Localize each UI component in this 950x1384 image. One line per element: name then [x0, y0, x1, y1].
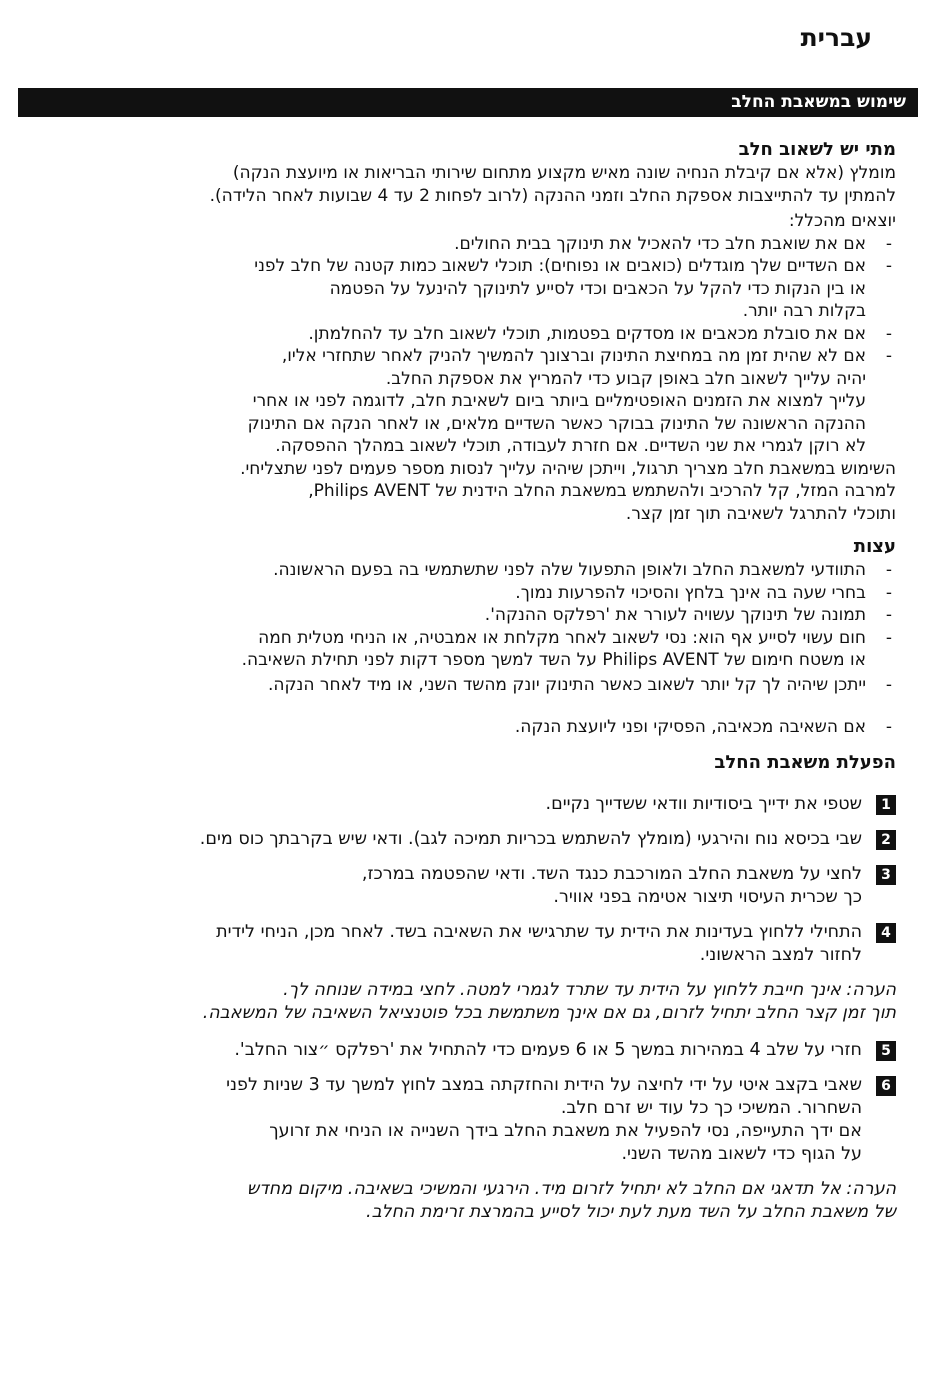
intro-line: מומלץ (אלא אם קיבלת הנחיה שונה מאיש מקצוע מתחום שירותי הבריאות או מיועצת הנקה) [232, 163, 896, 183]
step-line: לחזור למצב הראשוני. [699, 944, 862, 965]
section-title-bar: שימוש במשאבת החלב [18, 88, 918, 117]
tip-item: - ייתכן שיהיה לך קל יותר לשאוב כאשר התינוק יונק מהשד השני, או מיד לאחר הנקה. [18, 674, 896, 697]
tip-line: בחרי שעה בה אינך בלחץ והסיכוי להפרעות נמוך. [515, 582, 866, 603]
tip-item: - בחרי שעה בה אינך בלחץ והסיכוי להפרעות נמוך. [18, 582, 896, 605]
note-line: של משאבת החלב על השד מעת לעת יכול לסייע בהמרצת זרימת החלב. [366, 1201, 896, 1222]
note-line: הערה: אל תדאגי אם החלב לא יתחיל לזרום מיד. הירגעי והמשיכי בשאיבה. מיקום מחדש [246, 1178, 896, 1199]
step-number: 5 [876, 1041, 896, 1061]
tip-line: או משטח חימום של Philips AVENT על השד למשך מספר דקות לפני תחילת השאיבה. [241, 650, 866, 670]
step-3 [18, 863, 896, 909]
step-line: אם ידך התעייפה, נסי להפעיל את משאבת החלב בידך השנייה או הניחי את זרועך [269, 1120, 862, 1141]
language-title: עברית [800, 23, 872, 52]
intro-line: יוצאים מהכלל: [788, 211, 896, 231]
step-line: השחרור. המשיכי כך כל עוד יש זרם חלב. [560, 1097, 862, 1118]
exception-item: - אם לא שהית זמן מה במחיצת התינוק וברצונך להמשיך להניק לאחר שתחזרי אליו, יהיה עלייך לשאוב חלב באופן קבוע כדי להמריץ את אספקת החלב. [18, 345, 896, 390]
practice-paragraph [18, 458, 896, 526]
exception-line: אם את שואבת חלב כדי להאכיל את תינוקך בבית החולים. [454, 233, 866, 254]
step-6 [18, 1074, 896, 1166]
step-line: שאבי בקצב איטי על ידי לחיצה על הידית והחזקתה במצב לחוץ למשך עד 3 שניות לפני [226, 1074, 862, 1095]
tips-list [18, 559, 896, 739]
paragraph-line: עלייך למצוא את הזמנים האופטימליים ביותר ביום לשאיבת חלב, לדוגמה לפני או אחרי [252, 391, 866, 411]
when-heading: מתי יש לשאוב חלב [738, 139, 896, 160]
content [18, 138, 896, 1224]
step-number: 6 [876, 1076, 896, 1096]
step-number: 4 [876, 923, 896, 943]
operate-heading: הפעלת משאבת החלב [714, 751, 896, 773]
paragraph-line: השימוש במשאבת חלב מצריך תרגול, וייתכן שיהיה עלייך לנסות מספר פעמים לפני שתצליחי. [240, 458, 896, 479]
intro-paragraph [18, 162, 896, 233]
exception-item: - אם את שואבת חלב כדי להאכיל את תינוקך בבית החולים. [18, 233, 896, 256]
step-line: שבי בכיסא נוח והירגעי (מומלץ להשתמש בכריות תמיכה לגב). ודאי שיש בקרבתך כוס מים. [199, 828, 862, 849]
exception-line: או בין הנקות כדי להקל על הכאבים וכדי לסייע לתינוקך להינעל על הפטמה [329, 278, 866, 299]
step-line: כך שכרית העיסוי תיצור אטימה בפני אוויר. [553, 886, 862, 907]
paragraph-line: למרבה המזל, קל להרכיב ולהשתמש במשאבת החלב הידנית של Philips AVENT, [308, 481, 896, 501]
note-1 [18, 979, 896, 1025]
step-number: 1 [876, 795, 896, 815]
paragraph-line: לא רוקן לגמרי את שני השדיים. אם חזרת לעבודה, תוכלי לשאוב במהלך ההפסקה. [275, 436, 866, 456]
tip-line: תמונה של תינוקך עשויה לעורר את 'רפלקס ההנקה'. [484, 605, 866, 625]
optimal-times-paragraph [18, 390, 896, 458]
exception-item: - אם השדיים שלך מוגדלים (כואבים או נפוחים): תוכלי לשאוב כמות קטנה של חלב לפני או בין הנקות כדי להקל על הכאבים וכדי לסייע לתינוקך להינעל על הפטמה בקלות רבה יותר. [18, 255, 896, 323]
note-line: הערה: אינך חייבת ללחוץ על הידית עד שתרד לגמרי למטה. לחצי במידה שנוחה לך. [283, 979, 896, 1000]
exception-line: אם את סובלת מכאבים או מסדקים בפטמות, תוכלי לשאוב חלב עד להחלמתן. [308, 323, 866, 344]
step-number: 3 [876, 865, 896, 885]
exceptions-list [18, 233, 896, 391]
tip-item: - התוודעי למשאבת החלב ולאופן התפעול שלה לפני שתשתמשי בה בפעם הראשונה. [18, 559, 896, 582]
paragraph-line: ותוכלי להתרגל לשאיבה תוך זמן קצר. [625, 503, 896, 524]
step-line: על הגוף כדי לשאוב מהשד השני. [621, 1143, 862, 1164]
step-line: לחצי על משאבת החלב המורכבת כנגד השד. ודאי שהפטמה במרכז, [361, 863, 862, 884]
tips-heading: עצות [853, 536, 896, 557]
tip-line: התוודעי למשאבת החלב ולאופן התפעול שלה לפני שתשתמשי בה בפעם הראשונה. [273, 560, 866, 580]
exception-item: - אם את סובלת מכאבים או מסדקים בפטמות, תוכלי לשאוב חלב עד להחלמתן. [18, 323, 896, 346]
step-5 [18, 1039, 896, 1062]
step-number: 2 [876, 830, 896, 850]
note-2 [18, 1178, 896, 1224]
tip-line: חום עשוי לסייע אף הוא: נסי לשאוב לאחר מקלחת או אמבטיה, או הניחי מטלית חמה [258, 627, 866, 648]
exception-line: אם לא שהית זמן מה במחיצת התינוק וברצונך להמשיך להניק לאחר שתחזרי אליו, [281, 346, 866, 366]
tip-item: - חום עשוי לסייע אף הוא: נסי לשאוב לאחר מקלחת או אמבטיה, או הניחי מטלית חמה או משטח חימום של Philips AVENT על השד למשך מספר דקות לפני תחילת השאיבה. [18, 627, 896, 672]
tip-line: אם השאיבה מכאיבה, הפסיקי ופני ליועצת הנקה. [514, 717, 866, 737]
step-2 [18, 828, 896, 851]
step-1 [18, 793, 896, 816]
paragraph-line: ההנקה הראשונה של התינוק בבוקר כאשר השדיים מלאים, או לאחר הנקה אם התינוק [247, 413, 866, 434]
tip-line: ייתכן שיהיה לך קל יותר לשאוב כאשר התינוק יונק מהשד השני, או מיד לאחר הנקה. [267, 674, 866, 695]
step-line: שטפי את ידייך ביסודיות וודאי ששדייך נקיים. [545, 793, 862, 814]
step-4 [18, 921, 896, 967]
exception-line: בקלות רבה יותר. [742, 301, 866, 321]
exception-line: אם השדיים שלך מוגדלים (כואבים או נפוחים): תוכלי לשאוב כמות קטנה של חלב לפני [254, 256, 866, 276]
step-line: התחילי ללחוץ בעדינות את הידית עד שתרגישי את השאיבה בשד. לאחר מכן, הניחי לידית [216, 921, 862, 942]
note-line: תוך זמן קצר החלב יתחיל לזרום, גם אם אינך משתמשת בכל פוטנציאל השאיבה של המשאבה. [202, 1002, 896, 1023]
tip-item: - תמונה של תינוקך עשויה לעורר את 'רפלקס ההנקה'. [18, 604, 896, 627]
manual-page [18, 0, 918, 1384]
step-line: חזרי על שלב 4 במהירות במשך 5 או 6 פעמים כדי להתחיל את 'רפלקס ״צור החלב'. [234, 1039, 862, 1060]
tip-item: - אם השאיבה מכאיבה, הפסיקי ופני ליועצת הנקה. [18, 716, 896, 739]
intro-line: להמתין עד להתייצבות אספקת החלב וזמני ההנקה (לרוב לפחות 2 עד 4 שבועות לאחר הלידה). [209, 185, 896, 206]
exception-line: יהיה עלייך לשאוב חלב באופן קבוע כדי להמריץ את אספקת החלב. [385, 368, 866, 389]
